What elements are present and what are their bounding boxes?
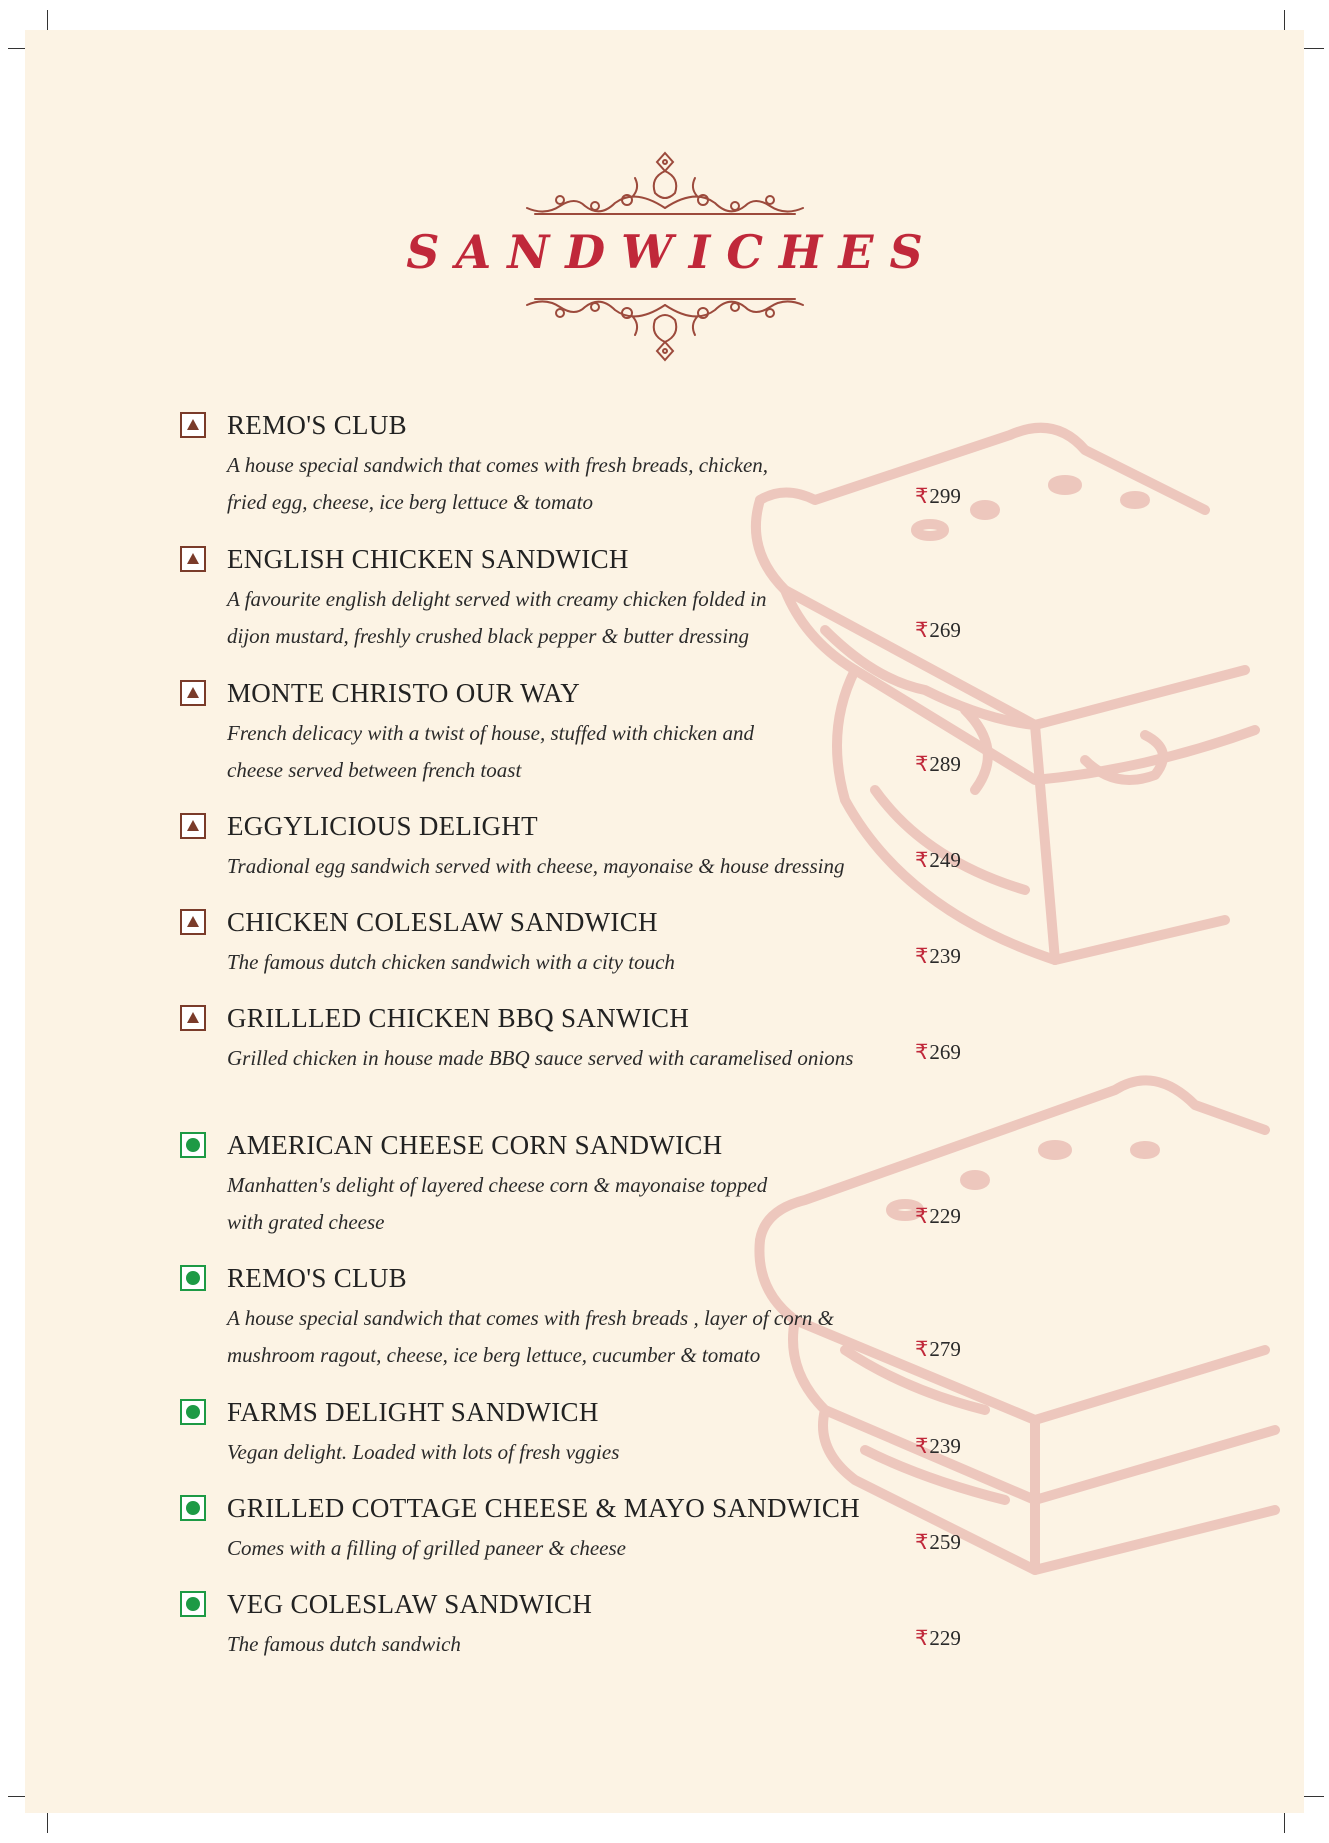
veg-marker-icon — [180, 1265, 206, 1291]
item-price: ₹249 — [915, 848, 961, 872]
item-description: A house special sandwich that comes with fresh breads , layer of corn & mushroom ragout, cheese, ice berg lettuce, cucumber & tomato — [227, 1306, 835, 1367]
item-name: MONTE CHRISTO OUR WAY — [227, 678, 581, 708]
crop-mark — [1304, 48, 1324, 49]
item-name: ENGLISH CHICKEN SANDWICH — [227, 544, 629, 574]
nonveg-marker-icon — [180, 909, 206, 935]
veg-marker-icon — [180, 1399, 206, 1425]
crop-mark — [47, 1811, 48, 1833]
veg-marker-icon — [180, 1591, 206, 1617]
item-name: REMO'S CLUB — [227, 410, 407, 440]
item-description: A house special sandwich that comes with fresh breads, chicken, fried egg, cheese, ice berg lettuce & tomato — [227, 453, 769, 514]
item-name: GRILLED COTTAGE CHEESE & MAYO SANDWICH — [227, 1493, 860, 1523]
page-title: SANDWICHES — [406, 225, 939, 279]
top-ornament-icon — [515, 148, 815, 228]
item-price: ₹259 — [915, 1530, 961, 1554]
item-name: FARMS DELIGHT SANDWICH — [227, 1397, 599, 1427]
item-price: ₹299 — [915, 484, 961, 508]
item-description: French delicacy with a twist of house, stuffed with chicken and cheese served between french toast — [227, 721, 755, 782]
item-description: The famous dutch sandwich — [227, 1632, 461, 1656]
item-price: ₹229 — [915, 1626, 961, 1650]
menu-page — [25, 30, 1304, 1813]
bottom-ornament-icon — [515, 285, 815, 365]
item-description: The famous dutch chicken sandwich with a city touch — [227, 950, 675, 974]
item-price: ₹269 — [915, 618, 961, 642]
item-name: AMERICAN CHEESE CORN SANDWICH — [227, 1130, 723, 1160]
item-name: EGGYLICIOUS DELIGHT — [227, 811, 538, 841]
item-description: Manhatten's delight of layered cheese corn & mayonaise topped with grated cheese — [227, 1173, 768, 1234]
crop-mark — [1304, 1796, 1324, 1797]
item-price: ₹239 — [915, 944, 961, 968]
item-name: CHICKEN COLESLAW SANDWICH — [227, 907, 658, 937]
item-description: Tradional egg sandwich served with cheese, mayonaise & house dressing — [227, 854, 845, 878]
item-price: ₹239 — [915, 1434, 961, 1458]
nonveg-marker-icon — [180, 412, 206, 438]
nonveg-marker-icon — [180, 546, 206, 572]
nonveg-marker-icon — [180, 813, 206, 839]
item-price: ₹279 — [915, 1337, 961, 1361]
nonveg-marker-icon — [180, 680, 206, 706]
item-description: Comes with a filling of grilled paneer & cheese — [227, 1536, 626, 1560]
item-name: REMO'S CLUB — [227, 1263, 407, 1293]
veg-marker-icon — [180, 1495, 206, 1521]
veg-marker-icon — [180, 1132, 206, 1158]
item-price: ₹289 — [915, 752, 961, 776]
item-description: Grilled chicken in house made BBQ sauce served with caramelised onions — [227, 1046, 854, 1070]
item-description: A favourite english delight served with creamy chicken folded in dijon mustard, freshly crushed black pepper & butter dressing — [227, 587, 767, 648]
crop-mark — [47, 10, 48, 32]
item-description: Vegan delight. Loaded with lots of fresh vggies — [227, 1440, 620, 1464]
crop-mark — [1284, 10, 1285, 32]
item-name: GRILLLED CHICKEN BBQ SANWICH — [227, 1003, 690, 1033]
crop-mark — [1284, 1811, 1285, 1833]
item-price: ₹229 — [915, 1204, 961, 1228]
item-price: ₹269 — [915, 1040, 961, 1064]
nonveg-marker-icon — [180, 1005, 206, 1031]
item-name: VEG COLESLAW SANDWICH — [227, 1589, 593, 1619]
